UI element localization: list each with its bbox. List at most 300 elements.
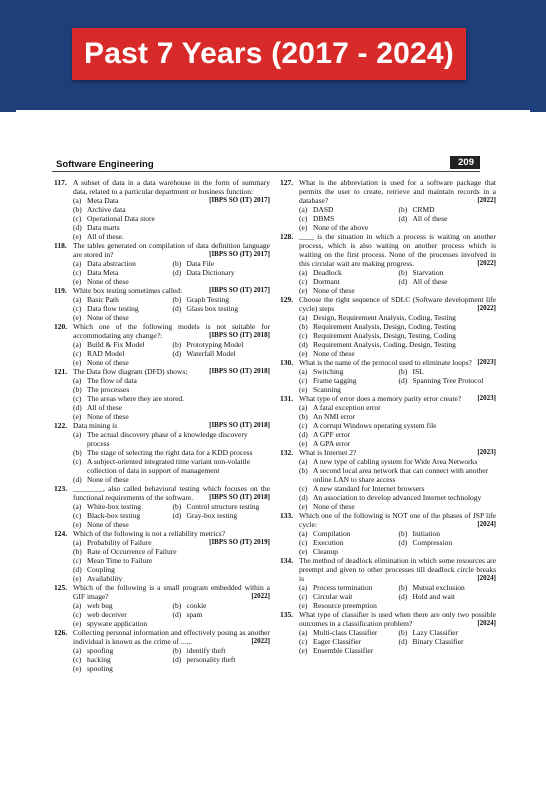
answer-option (173, 655, 271, 664)
question-number: 123. (54, 484, 68, 493)
question-text (73, 322, 270, 340)
option-letter: (c) (299, 331, 308, 340)
answer-option (299, 466, 496, 484)
option-text: Design, Requirement Analysis, Coding, Testing (313, 313, 456, 322)
option-letter: (e) (73, 358, 82, 367)
option-text: All of these (87, 403, 122, 412)
answer-option (399, 277, 497, 286)
option-text: None of these (313, 286, 355, 295)
answer-option (173, 340, 271, 349)
question-item (54, 628, 270, 673)
option-text: Execution (313, 538, 344, 547)
answer-option (299, 313, 496, 322)
option-letter: (c) (73, 655, 82, 664)
option-letter: (c) (73, 304, 82, 313)
option-letter: (c) (299, 637, 308, 646)
answer-option (299, 484, 496, 493)
answer-option (299, 439, 496, 448)
answer-option (173, 259, 271, 268)
options-list (299, 583, 496, 610)
question-text (299, 178, 496, 205)
answer-option (299, 340, 496, 349)
option-letter: (a) (73, 376, 82, 385)
question-stem: What is the abbreviation is used for a software package that permits the user to create, retrieve and maintain records in a database? (299, 178, 496, 205)
question-text (299, 448, 496, 457)
question-number: 125. (54, 583, 68, 592)
exam-source: [2024] (477, 619, 496, 627)
option-letter: (e) (73, 619, 82, 628)
question-stem: ________, also called behavioral testing which focuses on the functional requirements of the software. (73, 484, 270, 502)
option-text: spyware application (87, 619, 148, 628)
right-column (280, 178, 496, 655)
option-text: Graph Testing (186, 295, 229, 304)
option-letter: (c) (73, 610, 82, 619)
option-letter: (e) (73, 520, 82, 529)
option-letter: (b) (299, 322, 308, 331)
section-title: Software Engineering (56, 159, 154, 170)
option-letter: (c) (299, 484, 308, 493)
answer-option (73, 232, 209, 241)
option-letter: (b) (398, 367, 408, 376)
option-text: Rate of Occurrence of Failure (87, 547, 177, 556)
option-letter: (c) (73, 511, 82, 520)
answer-option (299, 331, 496, 340)
banner-title: Past 7 Years (2017 - 2024) (84, 37, 454, 70)
option-letter: (a) (73, 295, 82, 304)
option-text: A second local area network that can connect with another online LAN to share access (313, 466, 489, 484)
option-letter: (c) (73, 214, 82, 223)
options-list (299, 457, 496, 511)
question-stem: The Data flow diagram (DFD) shows; (73, 367, 188, 376)
option-text: The flow of data (87, 376, 137, 385)
option-text: Waterfall Model (186, 349, 236, 358)
question-item (280, 178, 496, 232)
option-text: Starvation (412, 268, 444, 277)
options-list (299, 313, 496, 358)
exam-source: [2022] (251, 637, 270, 645)
answer-option (399, 538, 497, 547)
answer-option (299, 547, 496, 556)
option-text: Initiation (412, 529, 440, 538)
question-text (73, 286, 270, 295)
question-item (280, 556, 496, 610)
question-text (299, 232, 496, 268)
answer-option (299, 421, 496, 430)
answer-option (73, 538, 209, 547)
exam-source: [IBPS SO (IT) 2019] (209, 538, 270, 546)
option-text: Hold and wait (412, 592, 455, 601)
option-text: None of these (87, 412, 129, 421)
option-letter: (d) (172, 655, 182, 664)
exam-source: [2024] (477, 520, 496, 528)
question-stem: What is the name of the protocol used to eliminate loops? (299, 358, 472, 367)
option-text: A fatal exception error (313, 403, 381, 412)
question-number: 117. (54, 178, 67, 187)
exam-source: [2022] (477, 304, 496, 312)
exam-source: [IBPS SO (IT) 2018] (209, 331, 270, 339)
option-text: Lazy Classifier (412, 628, 459, 637)
answer-option (73, 205, 209, 214)
options-list (299, 268, 496, 295)
option-text: Requirement Analysis, Design, Testing, Coding (313, 331, 456, 340)
option-text: Operational Data store (87, 214, 155, 223)
option-letter: (d) (299, 493, 308, 502)
option-letter: (e) (73, 664, 82, 673)
answer-option (73, 277, 270, 286)
answer-option (299, 214, 397, 223)
option-text: Binary Classifier (412, 637, 464, 646)
option-letter: (e) (73, 412, 82, 421)
option-text: hacking (87, 655, 111, 664)
option-text: A GPA error (313, 439, 351, 448)
option-letter: (e) (73, 313, 82, 322)
answer-option (299, 403, 496, 412)
exam-source: [2023] (477, 394, 496, 402)
question-number: 134. (280, 556, 294, 565)
page-number: 209 (450, 156, 480, 169)
options-list (299, 529, 496, 556)
question-number: 135. (280, 610, 294, 619)
exam-source: [2022] (477, 259, 496, 267)
option-letter: (a) (299, 268, 308, 277)
question-stem: What is Internet 2? (299, 448, 357, 457)
options-list (73, 259, 270, 286)
option-text: None of these (87, 520, 129, 529)
exam-source: [IBPS SO (IT) 2018] (209, 493, 270, 501)
option-text: Data abstraction (87, 259, 136, 268)
answer-option (173, 601, 271, 610)
option-text: identify theft (186, 646, 226, 655)
answer-option (73, 502, 171, 511)
options-list (73, 340, 270, 367)
question-stem: Which one of the following models is not suitable for accommodating any change?: (73, 322, 270, 340)
answer-option (299, 286, 496, 295)
question-text (73, 367, 270, 376)
option-text: None of these (87, 313, 129, 322)
option-text: Data Meta (87, 268, 119, 277)
exam-source: [IBPS SO (IT) 2018] (209, 367, 270, 375)
option-text: ISL (412, 367, 424, 376)
option-letter: (b) (398, 205, 408, 214)
title-banner (72, 28, 466, 80)
option-letter: (d) (398, 376, 408, 385)
answer-option (299, 493, 496, 502)
answer-option (73, 601, 171, 610)
option-letter: (d) (398, 277, 408, 286)
exam-source: [2023] (477, 358, 496, 366)
option-letter: (e) (299, 547, 308, 556)
option-text: An association to develop advanced Internet technology (313, 493, 482, 502)
question-number: 118. (54, 241, 67, 250)
answer-option (73, 430, 270, 448)
option-text: Availability (87, 574, 123, 583)
answer-option (299, 646, 496, 655)
exam-source: [IBPS SO (IT) 2017] (209, 196, 270, 204)
option-letter: (a) (73, 259, 82, 268)
answer-option (73, 412, 270, 421)
option-letter: (d) (398, 214, 408, 223)
answer-option (73, 547, 209, 556)
option-text: Basic Path (87, 295, 119, 304)
option-letter: (e) (299, 286, 308, 295)
option-letter: (d) (398, 538, 408, 547)
answer-option (399, 205, 497, 214)
answer-option (173, 295, 271, 304)
exam-source: [2022] (251, 592, 270, 600)
option-text: Switching (313, 367, 344, 376)
option-text: spam (186, 610, 203, 619)
answer-option (73, 556, 209, 565)
answer-option (73, 304, 171, 313)
question-number: 121. (54, 367, 68, 376)
options-list (299, 403, 496, 448)
options-list (73, 502, 270, 529)
option-text: Dormant (313, 277, 340, 286)
option-letter: (c) (73, 556, 82, 565)
answer-option (73, 475, 270, 484)
option-text: Glass box testing (186, 304, 239, 313)
option-letter: (a) (299, 313, 308, 322)
option-text: spoofing (87, 646, 114, 655)
option-letter: (b) (299, 466, 308, 475)
question-stem: White box testing sometimes called: (73, 286, 183, 295)
option-letter: (d) (398, 592, 408, 601)
question-number: 124. (54, 529, 68, 538)
answer-option (73, 574, 209, 583)
question-item (54, 241, 270, 286)
option-letter: (b) (299, 412, 308, 421)
option-text: Prototyping Model (186, 340, 244, 349)
option-text: web deceiver (87, 610, 127, 619)
option-letter: (e) (299, 439, 308, 448)
answer-option (173, 511, 271, 520)
question-item (54, 178, 270, 241)
option-text: The processes (87, 385, 130, 394)
answer-option (73, 223, 209, 232)
option-letter: (a) (299, 205, 308, 214)
answer-option (299, 205, 397, 214)
left-column (54, 178, 270, 673)
question-item (54, 286, 270, 322)
question-text (299, 358, 496, 367)
exam-source: [2023] (477, 448, 496, 456)
option-text: The stage of selecting the right data for a KDD process (87, 448, 253, 457)
option-text: Requirement Analysis, Coding, Design, Testing (313, 340, 456, 349)
option-letter: (a) (299, 583, 308, 592)
question-item (280, 295, 496, 358)
option-letter: (d) (73, 475, 82, 484)
option-text: personality theft (186, 655, 236, 664)
option-letter: (a) (73, 340, 82, 349)
option-text: web bug (87, 601, 113, 610)
option-letter: (b) (172, 295, 182, 304)
answer-option (299, 367, 397, 376)
options-list (73, 646, 270, 673)
option-text: The actual discovery phase of a knowledge discovery process (87, 430, 248, 448)
option-letter: (b) (398, 529, 408, 538)
option-text: Compression (412, 538, 453, 547)
option-letter: (d) (172, 268, 182, 277)
option-letter: (b) (398, 583, 408, 592)
option-text: Coupling (87, 565, 115, 574)
option-letter: (c) (299, 421, 308, 430)
answer-option (73, 196, 209, 205)
answer-option (299, 601, 496, 610)
option-text: Scanning (313, 385, 341, 394)
answer-option (73, 619, 270, 628)
option-letter: (d) (299, 340, 308, 349)
question-stem: ____ is the situation in which a process is waiting on another process, which is also waiting on another process which is waiting on the first process. None of the processes involved in this circular wait are making progress. (299, 232, 496, 268)
option-text: Data flow testing (87, 304, 139, 313)
option-text: Data File (186, 259, 215, 268)
option-letter: (d) (73, 223, 82, 232)
option-letter: (b) (398, 268, 408, 277)
exam-source: [2022] (477, 196, 496, 204)
option-text: All of these (412, 277, 448, 286)
option-letter: (d) (398, 637, 408, 646)
option-letter: (d) (73, 565, 82, 574)
running-head (52, 159, 480, 172)
option-letter: (e) (299, 601, 308, 610)
answer-option (73, 403, 270, 412)
option-letter: (b) (398, 628, 408, 637)
option-letter: (c) (299, 538, 308, 547)
options-list (299, 205, 496, 232)
question-item (54, 367, 270, 421)
answer-option (73, 358, 270, 367)
option-letter: (e) (299, 223, 308, 232)
option-text: A new standard for Internet browsers (313, 484, 425, 493)
answer-option (73, 259, 171, 268)
option-letter: (b) (172, 259, 182, 268)
answer-option (73, 214, 209, 223)
answer-option (173, 646, 271, 655)
option-text: Deadlock (313, 268, 342, 277)
option-text: All of these (412, 214, 448, 223)
question-stem: Which of the following is a small program embedded within a GIF image? (73, 583, 270, 601)
option-text: An NMI error (313, 412, 356, 421)
question-item (280, 448, 496, 511)
option-text: Probability of Failure (87, 538, 152, 547)
option-text: The areas where they are stored. (87, 394, 185, 403)
answer-option (299, 430, 496, 439)
option-letter: (c) (73, 349, 82, 358)
answer-option (399, 529, 497, 538)
option-letter: (e) (73, 277, 82, 286)
option-text: Eager Classifier (313, 637, 362, 646)
option-text: Process termination (313, 583, 373, 592)
option-text: CRMD (412, 205, 435, 214)
question-number: 130. (280, 358, 294, 367)
question-text (299, 610, 496, 628)
question-number: 131. (280, 394, 294, 403)
option-letter: (b) (73, 448, 82, 457)
question-number: 120. (54, 322, 68, 331)
option-text: Requirement Analysis, Design, Coding, Testing (313, 322, 456, 331)
question-number: 128. (280, 232, 294, 241)
option-text: Meta Data (87, 196, 119, 205)
question-item (280, 358, 496, 394)
answer-option (73, 610, 171, 619)
question-number: 133. (280, 511, 294, 520)
option-letter: (a) (73, 196, 82, 205)
answer-option (73, 448, 270, 457)
question-text (73, 484, 270, 502)
question-item (280, 511, 496, 556)
answer-option (73, 313, 270, 322)
option-letter: (b) (172, 502, 182, 511)
option-letter: (a) (73, 601, 82, 610)
question-text (299, 511, 496, 529)
option-letter: (e) (299, 502, 308, 511)
option-letter: (c) (299, 592, 308, 601)
question-number: 126. (54, 628, 68, 637)
option-text: None of these (87, 277, 129, 286)
answer-option (299, 583, 397, 592)
exam-source: [IBPS SO (IT) 2017] (209, 286, 270, 294)
answer-option (399, 592, 497, 601)
question-stem: Which one of the following is NOT one of the phases of JSP life cycle: (299, 511, 496, 529)
option-letter: (b) (73, 385, 82, 394)
answer-option (73, 376, 270, 385)
option-letter: (e) (299, 385, 308, 394)
option-letter: (c) (299, 376, 308, 385)
option-text: Archive data (87, 205, 126, 214)
option-letter: (c) (73, 457, 82, 466)
question-stem: The tables generated on compilation of data definition language are stored in? (73, 241, 270, 259)
answer-option (73, 655, 171, 664)
option-text: None of these (87, 475, 129, 484)
option-text: cookie (186, 601, 207, 610)
option-letter: (c) (73, 394, 82, 403)
option-letter: (a) (299, 403, 308, 412)
option-text: None of these (87, 358, 129, 367)
option-letter: (a) (73, 646, 82, 655)
option-letter: (d) (172, 610, 182, 619)
option-letter: (a) (73, 502, 82, 511)
options-list (299, 628, 496, 655)
option-text: Multi-class Classifier (313, 628, 378, 637)
option-text: A new type of cabling system for Wide Area Networks (313, 457, 478, 466)
option-letter: (b) (73, 547, 82, 556)
option-letter: (d) (299, 430, 308, 439)
option-text: Mutual exclusion (412, 583, 465, 592)
question-number: 129. (280, 295, 294, 304)
option-letter: (e) (299, 646, 308, 655)
option-letter: (c) (299, 214, 308, 223)
option-letter: (d) (73, 403, 82, 412)
answer-option (173, 349, 271, 358)
answer-option (299, 322, 496, 331)
question-stem: Which of the following is not a reliability metrics? (73, 529, 226, 538)
question-text (299, 295, 496, 313)
answer-option (73, 295, 171, 304)
answer-option (73, 565, 209, 574)
answer-option (73, 268, 171, 277)
option-text: A subject-oriented integrated time variant non-volatile collection of data in support of management (87, 457, 251, 475)
answer-option (299, 538, 397, 547)
answer-option (299, 628, 397, 637)
answer-option (299, 385, 496, 394)
option-letter: (e) (73, 574, 82, 583)
option-text: Resource preemption (313, 601, 377, 610)
answer-option (399, 628, 497, 637)
option-text: A GPF error (313, 430, 351, 439)
option-text: Spanning Tree Protocol (412, 376, 484, 385)
options-list (73, 376, 270, 421)
answer-option (173, 502, 271, 511)
answer-option (399, 637, 497, 646)
